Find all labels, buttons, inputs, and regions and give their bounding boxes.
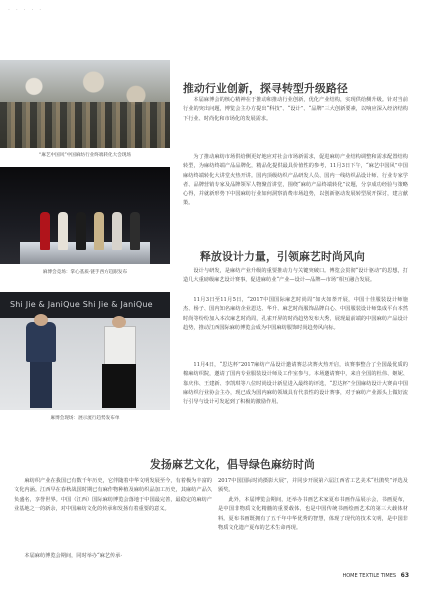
paragraph: 为了推动麻纺市场供给侧更好地应对社会市场新需求，促进麻纺产业结构调整和需求配置结构转型，为麻纺终端产品品牌化，精品化提供最具价值性的参考，11月3日下午，“麻艺中国风”中国麻纺终端转化大讲堂火热开讲。国内顶级纺织产品研发人员、国内一线纺织品设计师、行业专家学者、品牌营销专家及品牌领军人物聚首讲堂，围绕“麻纺产品终端转化”议题，分享成功经验与策略心得，并就新形势下中国麻纺行业如何洞察消费市场趋势，以创新驱动发展转型展开探讨，建言献策。 (183, 154, 408, 207)
paragraph: 11月3日至11月5日，“2017中国国际麻艺时尚周”如火如荼开展，中国十佳服装设计师施杰、杨子、国内知名麻纺企业恩达、华升、麻艺时尚服饰品牌白心、中国服装设计师集成平台本然时尚等纷纷加入本次麻艺时尚周，孔雀开屏的时尚趋势发布大秀，展现最前端的中国麻纺产品设计趋势，推动江西国际麻纺博览会成为中国麻纺服饰时尚趋势风向标。 (183, 297, 408, 331)
fashion-show-caption: 麻博会现场：展示流行趋势发布单 (50, 416, 120, 421)
paragraph: 2017中国国际时尚摄影大展”，并同步开展第六届江西省工艺美术“杜鹃奖”评选及颁奖。 (218, 478, 408, 494)
section-heading: 发扬麻艺文化，倡导绿色麻纺时尚 (150, 458, 315, 471)
page-number: 63 (400, 572, 409, 579)
paragraph: 本届麻纺博览会期间，同时举办“麻艺传承· (24, 553, 123, 559)
model-top (104, 326, 136, 366)
paragraph: 设计与研发，是麻纺产业升级的重要推动力与关键突破口。博览会贯彻“设计驱动”的思想，打造几大重磅级麻艺设计赛事，促进麻纺业“产业—设计—品牌—市场”相互融合发展。 (183, 268, 408, 284)
page-footer (342, 572, 409, 579)
model-skirt (102, 364, 136, 408)
fashion-show-photo (0, 292, 170, 410)
paragraph: 此外，本届博览会期间，还举办书画艺术家夏布书画作品展示会，书画夏布，是中国非物质文化精髓的重要载体，也是中国传统书画绘画艺术的第三大载体材料。夏布书画既拥有了五千年中华优秀的智慧，体现了现代的技术文明，是中国非物质文化遗产夏布的艺术生命再现。 (218, 497, 408, 531)
paragraph: 11月4日，“思达杯”2017麻纺产品设计邀请赛总决赛火热开启，该赛事整合了全国最优质的棉麻纺织院，邀请了国内专业服装设计师及工作室参与。本场邀请赛中，来自全国的杜伟、姬妮、靠庆伟、王建新、李凯琪等八位时尚设计新星进入最终的评选，“思达杯”全国麻纺设计大赛由中国麻纺织行业协会主办，现已成为国内麻纺领域具有代表性的设计赛事，对于麻纺产业源头上做好流行引导与设计可发起到了积极的激励作用。 (183, 362, 408, 406)
section-heading: 推动行业创新，探寻转型升级路径 (183, 82, 348, 95)
runway-model (40, 212, 50, 250)
model-skirt (30, 362, 52, 408)
runway-model (76, 212, 86, 250)
runway-model (58, 212, 68, 250)
runway-photo-caption: 麻博会竞场：掌心基质·链手西方趋跟发布 (42, 270, 128, 275)
conference-photo-caption: “麻艺中国风”中国麻纺行业终端转化大会现场 (38, 153, 132, 158)
magazine-name: HOME TEXTILE TIMES (342, 573, 397, 579)
model-head (34, 314, 48, 326)
model-top (26, 322, 56, 362)
runway-model (112, 212, 122, 250)
runway-photo (0, 167, 170, 264)
paragraph: 麻纺织产业在我国已有数千年历史，它伴随着中华文明发展至今，有着极为丰富的文化内涵。江西早在春秋战国时期已有麻作物种植及麻纺织品加工历史，其麻纺产品久负盛名，享誉世界。中国（江西）国际麻纺博览会落地于中国最完善，最稳定的麻纺产业基地之一的新余，对中国麻纺文化的传承和发扬有着重要的意义。 (14, 478, 212, 512)
runway-model (130, 212, 140, 250)
brand-banner: Shi Jie & JaniQue Shi Jie & JaniQue (0, 292, 170, 318)
model-head (112, 316, 126, 328)
conference-photo (0, 60, 170, 148)
runway-model (94, 212, 104, 250)
paragraph: 本届麻博会的核心精神在于推动和推动行业创新，优化产业结构，实现供给侧升级。针对当前行业的突出问题，博览会主办方提出“科技”、“设计”、“品牌”三大创新要素，以响应深入经济结构下行业、时尚化和市场化的发展需求。 (183, 97, 408, 122)
corner-dots: · · · · · (8, 7, 44, 14)
section-heading: 释放设计力量，引领麻艺时尚风向 (200, 250, 365, 263)
audience-crowd (0, 102, 170, 148)
